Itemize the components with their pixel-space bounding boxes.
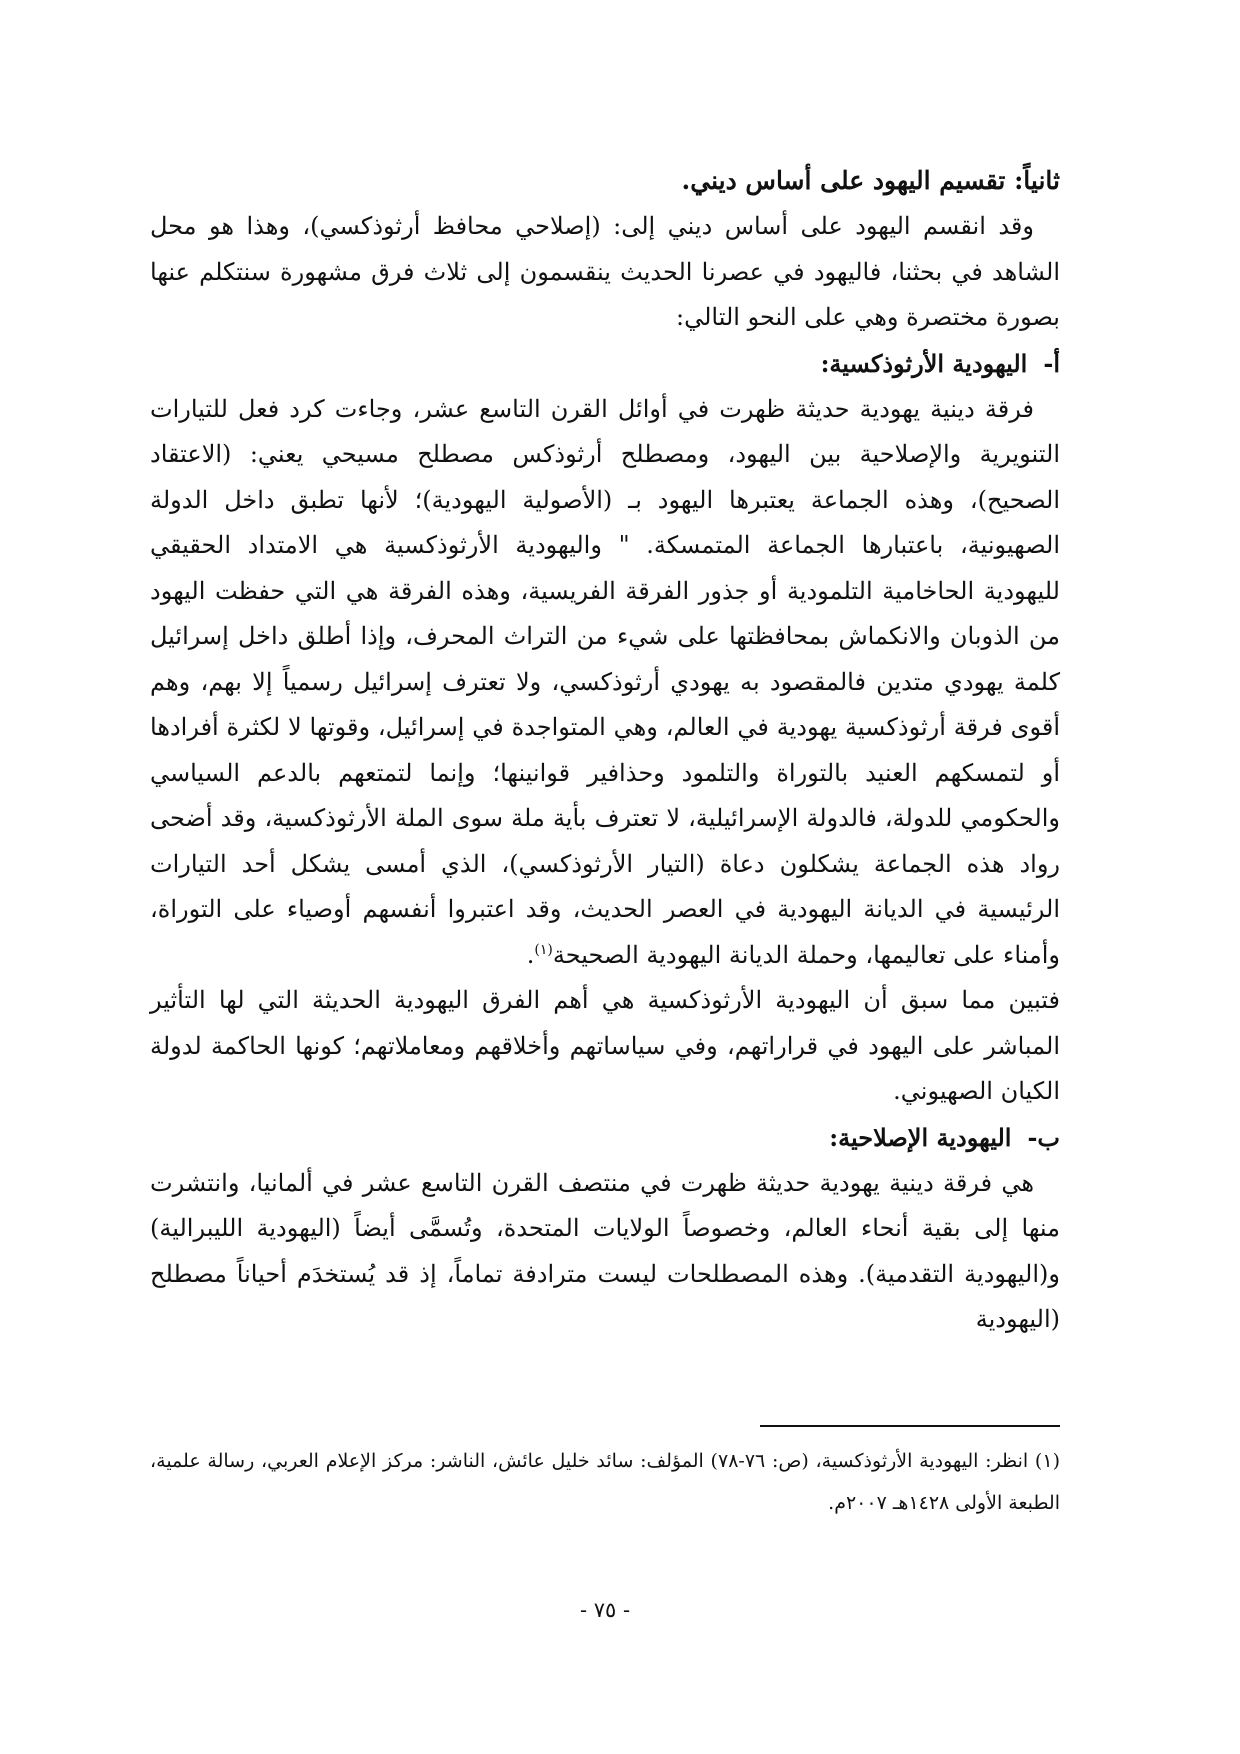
page-number: - ٧٥ - [579,1598,631,1622]
subheading-reform-marker: ب- [1027,1122,1060,1152]
section-heading: ثانياً: تقسيم اليهود على أساس ديني. [681,166,1060,195]
intro-paragraph: وقد انقسم اليهود على أساس ديني إلى: (إصلاحي محافظ أرثوذكسي)، وهذا هو محل الشاهد في بحثنا، فاليهود في عصرنا الحديث ينقسمون إلى ثلاث فرق مشهورة سنتكلم عنها بصورة مختصرة وهي على النحو التالي: [150,212,1060,331]
orthodox-paragraph [150,387,1060,979]
conclusion-paragraph: فتبين مما سبق أن اليهودية الأرثوذكسية هي أهم الفرق اليهودية الحديثة التي لها التأثير المباشر على اليهود في قراراتهم، وفي سياساتهم وأخلاقهم ومعاملاتهم؛ كونها الحاكمة لدولة الكيان الصهيوني. [150,986,1060,1105]
footnote-reference: (١) [534,941,553,958]
subheading-orthodox [150,341,1060,387]
subheading-reform [150,1115,1060,1161]
reform-paragraph: هي فرقة دينية يهودية حديثة ظهرت في منتصف القرن التاسع عشر في ألمانيا، وانتشرت منها إلى بقية أنحاء العالم، وخصوصاً الولايات المتحدة، وتُسمَّى أيضاً (اليهودية الليبرالية) و(اليهودية التقدمية). وهذه المصطلحات ليست مترادفة تماماً، إذ قد يُستخدَم أحياناً مصطلح (اليهودية [150,1168,1060,1333]
orthodox-paragraph-text: فرقة دينية يهودية حديثة ظهرت في أوائل القرن التاسع عشر، وجاءت كرد فعل للتيارات التنويرية والإصلاحية بين اليهود، ومصطلح أرثوذكس مصطلح مسيحي يعني: (الاعتقاد الصحيح)، وهذه الجماعة يعتبرها اليهود بـ (الأصولية اليهودية)؛ لأنها تطبق داخل الدولة الصهيونية، باعتبارها الجماعة المتمسكة. " واليهودية الأرثوذكسية هي الامتداد الحقيقي لليهودية الحاخامية التلمودية أو جذور الفرقة الفريسية، وهذه الفرقة هي التي حفظت اليهود من الذوبان والانكماش بمحافظتها على شيء من التراث المحرف، وإذا أطلق داخل إسرائيل كلمة يهودي متدين فالمقصود به يهودي أرثوذكسي، ولا تعترف إسرائيل رسمياً إلا بهم، وهم أقوى فرقة أرثوذكسية يهودية في العالم، وهي المتواجدة في إسرائيل، وقوتها لا لكثرة أفرادها أو لتمسكهم العنيد بالتوراة والتلمود وحذافير قوانينها؛ وإنما لتمتعهم بالدعم السياسي والحكومي للدولة، فالدولة الإسرائيلية، لا تعترف بأية ملة سوى الملة الأرثوذكسية، وقد أضحى رواد هذه الجماعة يشكلون دعاة (التيار الأرثوذكسي)، الذي أمسى يشكل أحد التيارات الرئيسية في الديانة اليهودية في العصر الحديث، وقد اعتبروا أنفسهم أوصياء على التوراة، وأمناء على تعاليمها، وحملة الديانة اليهودية الصحيحة [150,394,1060,969]
subheading-orthodox-marker: أ- [1043,348,1060,378]
subheading-reform-title: اليهودية الإصلاحية: [829,1122,1012,1152]
subheading-orthodox-title: اليهودية الأرثوذكسية: [820,348,1028,378]
footnote-divider [760,1425,1060,1427]
orthodox-paragraph-end: . [526,940,535,969]
footnote: (١) انظر: اليهودية الأرثوذكسية، (ص: ٧٦-٧٨) المؤلف: سائد خليل عائش، الناشر: مركز الإعلام العربي، رسالة علمية، الطبعة الأولى ١٤٢٨هـ ٢٠٠٧م. [150,1450,1060,1514]
document-page [150,120,1060,1640]
